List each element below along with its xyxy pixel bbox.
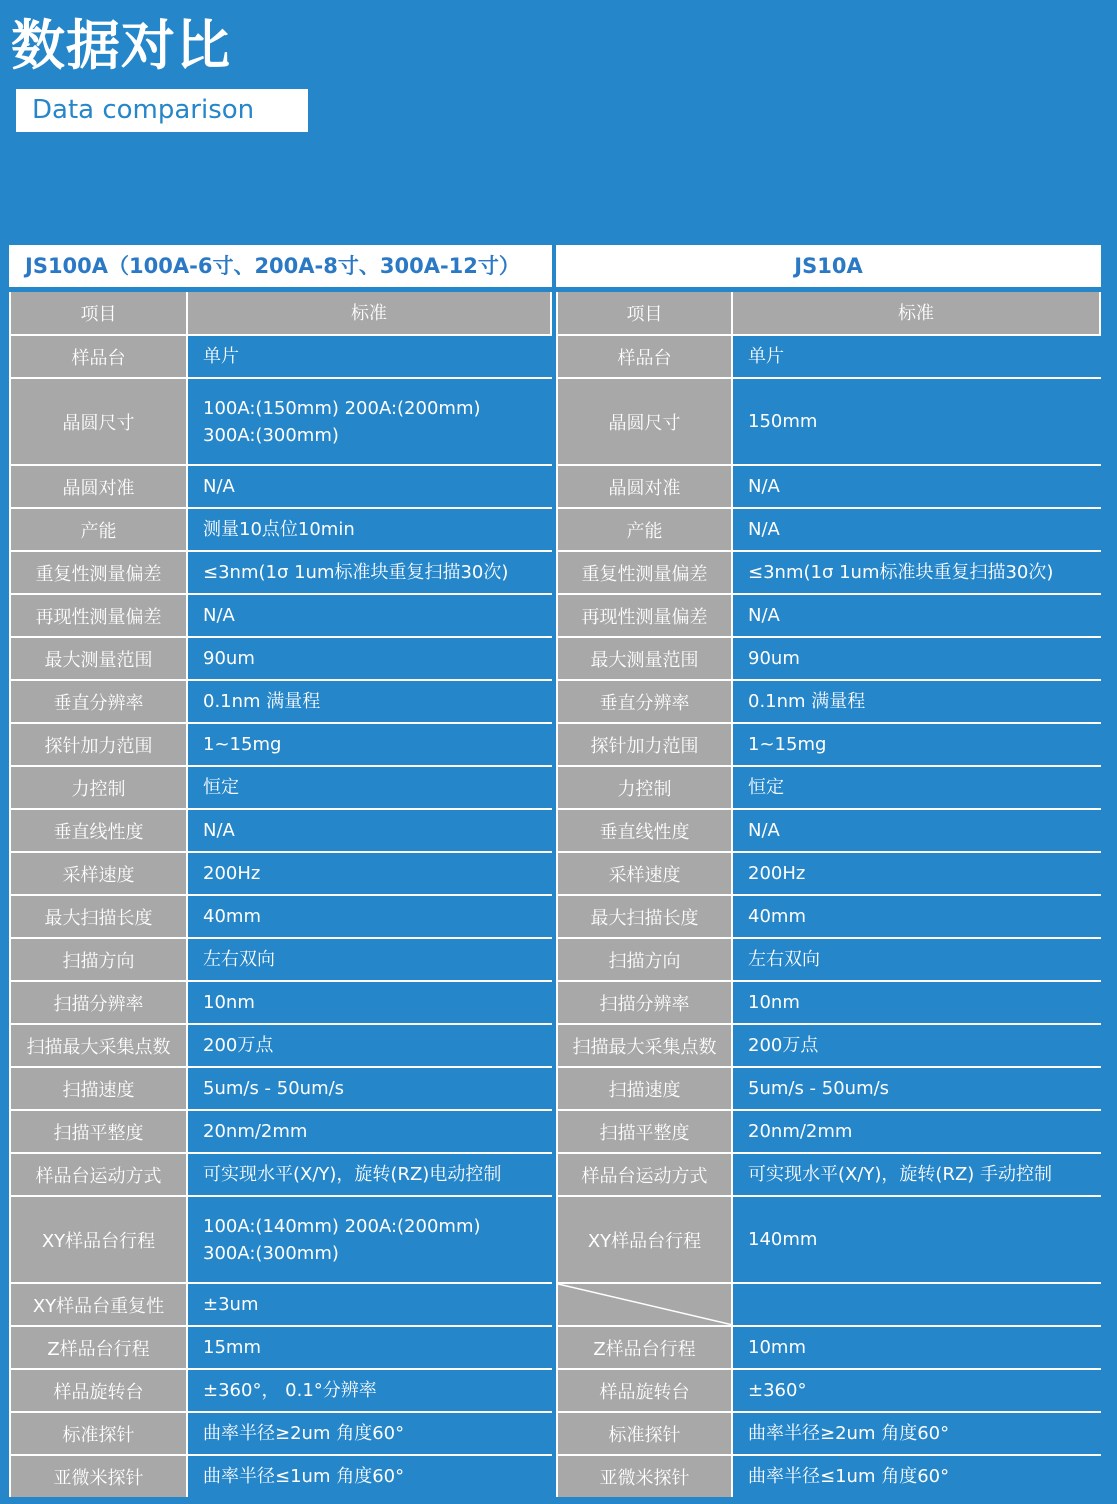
table-row [556,851,1101,894]
row-item-label: 扫描平整度 [9,1111,188,1152]
row-item-label: 垂直线性度 [556,810,733,851]
panel-heading: JS100A（100A-6寸、200A-8寸、300A-12寸） [9,245,552,287]
row-standard-value: 40mm [733,896,1101,937]
table-row [556,377,1101,464]
table-row [9,550,552,593]
row-item-label: 晶圆对准 [556,466,733,507]
row-item-label: 样品旋转台 [9,1370,188,1411]
table-header-row [9,292,552,334]
row-standard-value: 测量10点位10min [188,509,552,550]
row-standard-value: 单片 [188,336,552,377]
table-row [556,894,1101,937]
row-standard-value: N/A [188,466,552,507]
row-standard-value: N/A [188,810,552,851]
column-header-item: 项目 [556,292,733,334]
table-row [556,1195,1101,1282]
table-row [9,1282,552,1325]
row-standard-value: 20nm/2mm [733,1111,1101,1152]
table-row [556,1023,1101,1066]
row-standard-value: 5um/s - 50um/s [733,1068,1101,1109]
table-row [556,636,1101,679]
column-header-item: 项目 [9,292,188,334]
row-standard-value: 1~15mg [733,724,1101,765]
row-standard-value: ≤3nm(1σ 1um标准块重复扫描30次) [733,552,1101,593]
table-row [9,1411,552,1454]
row-item-label: 产能 [9,509,188,550]
table-row [556,679,1101,722]
table-row [556,722,1101,765]
row-standard-value: 1~15mg [188,724,552,765]
subtitle-banner [10,89,308,132]
row-standard-value: 10nm [733,982,1101,1023]
table-row [556,980,1101,1023]
row-standard-value: N/A [733,509,1101,550]
row-standard-value: 100A:(140mm) 200A:(200mm) 300A:(300mm) [188,1197,552,1282]
page-subtitle: Data comparison [32,95,255,125]
table-row [9,1152,552,1195]
table-row [9,593,552,636]
row-standard-value: 200Hz [733,853,1101,894]
row-item-label: 扫描最大采集点数 [556,1025,733,1066]
diagonal-line [558,1284,733,1325]
row-standard-value: 曲率半径≥2um 角度60° [733,1413,1101,1454]
row-item-label: 垂直分辨率 [9,681,188,722]
row-item-label: 再现性测量偏差 [556,595,733,636]
row-standard-value: N/A [733,466,1101,507]
row-item-label: 最大测量范围 [556,638,733,679]
row-item-label: 样品旋转台 [556,1370,733,1411]
table-row [556,765,1101,808]
row-standard-value: 左右双向 [188,939,552,980]
table-row [9,636,552,679]
panel-heading: JS10A [556,245,1101,287]
row-standard-value: ±360° [733,1370,1101,1411]
row-item-label: 力控制 [556,767,733,808]
row-standard-value: ≤3nm(1σ 1um标准块重复扫描30次) [188,552,552,593]
row-item-label: 扫描分辨率 [556,982,733,1023]
column-header-standard: 标准 [733,292,1101,334]
row-standard-value: N/A [733,595,1101,636]
row-item-label: Z样品台行程 [556,1327,733,1368]
empty-value-cell [733,1284,1101,1325]
row-standard-value: 曲率半径≥2um 角度60° [188,1413,552,1454]
row-item-label: 扫描最大采集点数 [9,1025,188,1066]
row-standard-value: 曲率半径≤1um 角度60° [733,1456,1101,1497]
panel-js100a [9,245,552,1497]
row-standard-value: 200万点 [733,1025,1101,1066]
row-standard-value: 15mm [188,1327,552,1368]
row-standard-value: 200Hz [188,853,552,894]
row-standard-value: 90um [733,638,1101,679]
row-standard-value: 90um [188,638,552,679]
row-standard-value: 可实现水平(X/Y)，旋转(RZ)电动控制 [188,1154,552,1195]
panel-js10a [556,245,1101,1497]
row-standard-value: 0.1nm 满量程 [188,681,552,722]
row-item-label: 最大扫描长度 [9,896,188,937]
table-row [556,550,1101,593]
row-item-label: 扫描方向 [556,939,733,980]
table-row [556,1325,1101,1368]
table-row [9,1109,552,1152]
row-standard-value: 0.1nm 满量程 [733,681,1101,722]
row-item-label: XY样品台行程 [556,1197,733,1282]
row-standard-value: 恒定 [733,767,1101,808]
row-standard-value: 10mm [733,1327,1101,1368]
row-item-label: 亚微米探针 [9,1456,188,1497]
table-row [556,1282,1101,1325]
row-standard-value: 单片 [733,336,1101,377]
row-standard-value: 100A:(150mm) 200A:(200mm) 300A:(300mm) [188,379,552,464]
row-standard-value: 10nm [188,982,552,1023]
row-item-label: XY样品台行程 [9,1197,188,1282]
row-item-label: 力控制 [9,767,188,808]
row-item-label: 垂直线性度 [9,810,188,851]
table-row [9,679,552,722]
table-row [9,937,552,980]
row-item-label: 扫描分辨率 [9,982,188,1023]
table-row [556,464,1101,507]
table-row [9,808,552,851]
row-item-label: 扫描速度 [556,1068,733,1109]
row-item-label: 最大扫描长度 [556,896,733,937]
table-header-row [556,292,1101,334]
row-item-label: 晶圆尺寸 [556,379,733,464]
row-standard-value: ±3um [188,1284,552,1325]
row-standard-value: 可实现水平(X/Y)，旋转(RZ) 手动控制 [733,1154,1101,1195]
row-item-label: 样品台运动方式 [9,1154,188,1195]
row-item-label: 扫描速度 [9,1068,188,1109]
spec-table [9,292,552,1497]
table-row [9,1368,552,1411]
table-row [9,894,552,937]
row-item-label: 标准探针 [9,1413,188,1454]
table-row [9,1066,552,1109]
row-standard-value: 20nm/2mm [188,1111,552,1152]
row-item-label: 重复性测量偏差 [556,552,733,593]
row-standard-value: 恒定 [188,767,552,808]
table-row [9,464,552,507]
empty-diagonal-cell [556,1284,733,1325]
row-item-label: 产能 [556,509,733,550]
row-item-label: 晶圆尺寸 [9,379,188,464]
row-standard-value: 150mm [733,379,1101,464]
table-row [556,808,1101,851]
table-row [556,1066,1101,1109]
row-item-label: 最大测量范围 [9,638,188,679]
row-standard-value: N/A [733,810,1101,851]
row-item-label: 再现性测量偏差 [9,595,188,636]
row-standard-value: 140mm [733,1197,1101,1282]
table-row [9,980,552,1023]
row-standard-value: ±360°， 0.1°分辨率 [188,1370,552,1411]
row-item-label: 样品台运动方式 [556,1154,733,1195]
table-row [556,334,1101,377]
table-row [9,1023,552,1066]
row-standard-value: 40mm [188,896,552,937]
row-standard-value: 曲率半径≤1um 角度60° [188,1456,552,1497]
table-row [556,593,1101,636]
table-row [9,1454,552,1497]
page-title: 数据对比 [11,14,231,77]
table-row [556,1152,1101,1195]
table-row [9,1195,552,1282]
table-row [556,1411,1101,1454]
row-standard-value: N/A [188,595,552,636]
spec-table [556,292,1101,1497]
table-row [9,377,552,464]
table-row [556,1454,1101,1497]
row-item-label: Z样品台行程 [9,1327,188,1368]
table-row [9,334,552,377]
row-item-label: 探针加力范围 [9,724,188,765]
row-item-label: 采样速度 [9,853,188,894]
row-item-label: 探针加力范围 [556,724,733,765]
row-item-label: XY样品台重复性 [9,1284,188,1325]
table-row [9,851,552,894]
row-item-label: 亚微米探针 [556,1456,733,1497]
row-item-label: 晶圆对准 [9,466,188,507]
table-row [556,507,1101,550]
table-row [9,765,552,808]
row-item-label: 采样速度 [556,853,733,894]
row-standard-value: 5um/s - 50um/s [188,1068,552,1109]
row-standard-value: 左右双向 [733,939,1101,980]
row-standard-value: 200万点 [188,1025,552,1066]
row-item-label: 样品台 [556,336,733,377]
table-row [556,937,1101,980]
table-row [9,507,552,550]
row-item-label: 重复性测量偏差 [9,552,188,593]
table-row [9,1325,552,1368]
table-row [9,722,552,765]
row-item-label: 样品台 [9,336,188,377]
table-row [556,1109,1101,1152]
table-row [556,1368,1101,1411]
row-item-label: 扫描平整度 [556,1111,733,1152]
row-item-label: 扫描方向 [9,939,188,980]
row-item-label: 垂直分辨率 [556,681,733,722]
column-header-standard: 标准 [188,292,552,334]
row-item-label: 标准探针 [556,1413,733,1454]
